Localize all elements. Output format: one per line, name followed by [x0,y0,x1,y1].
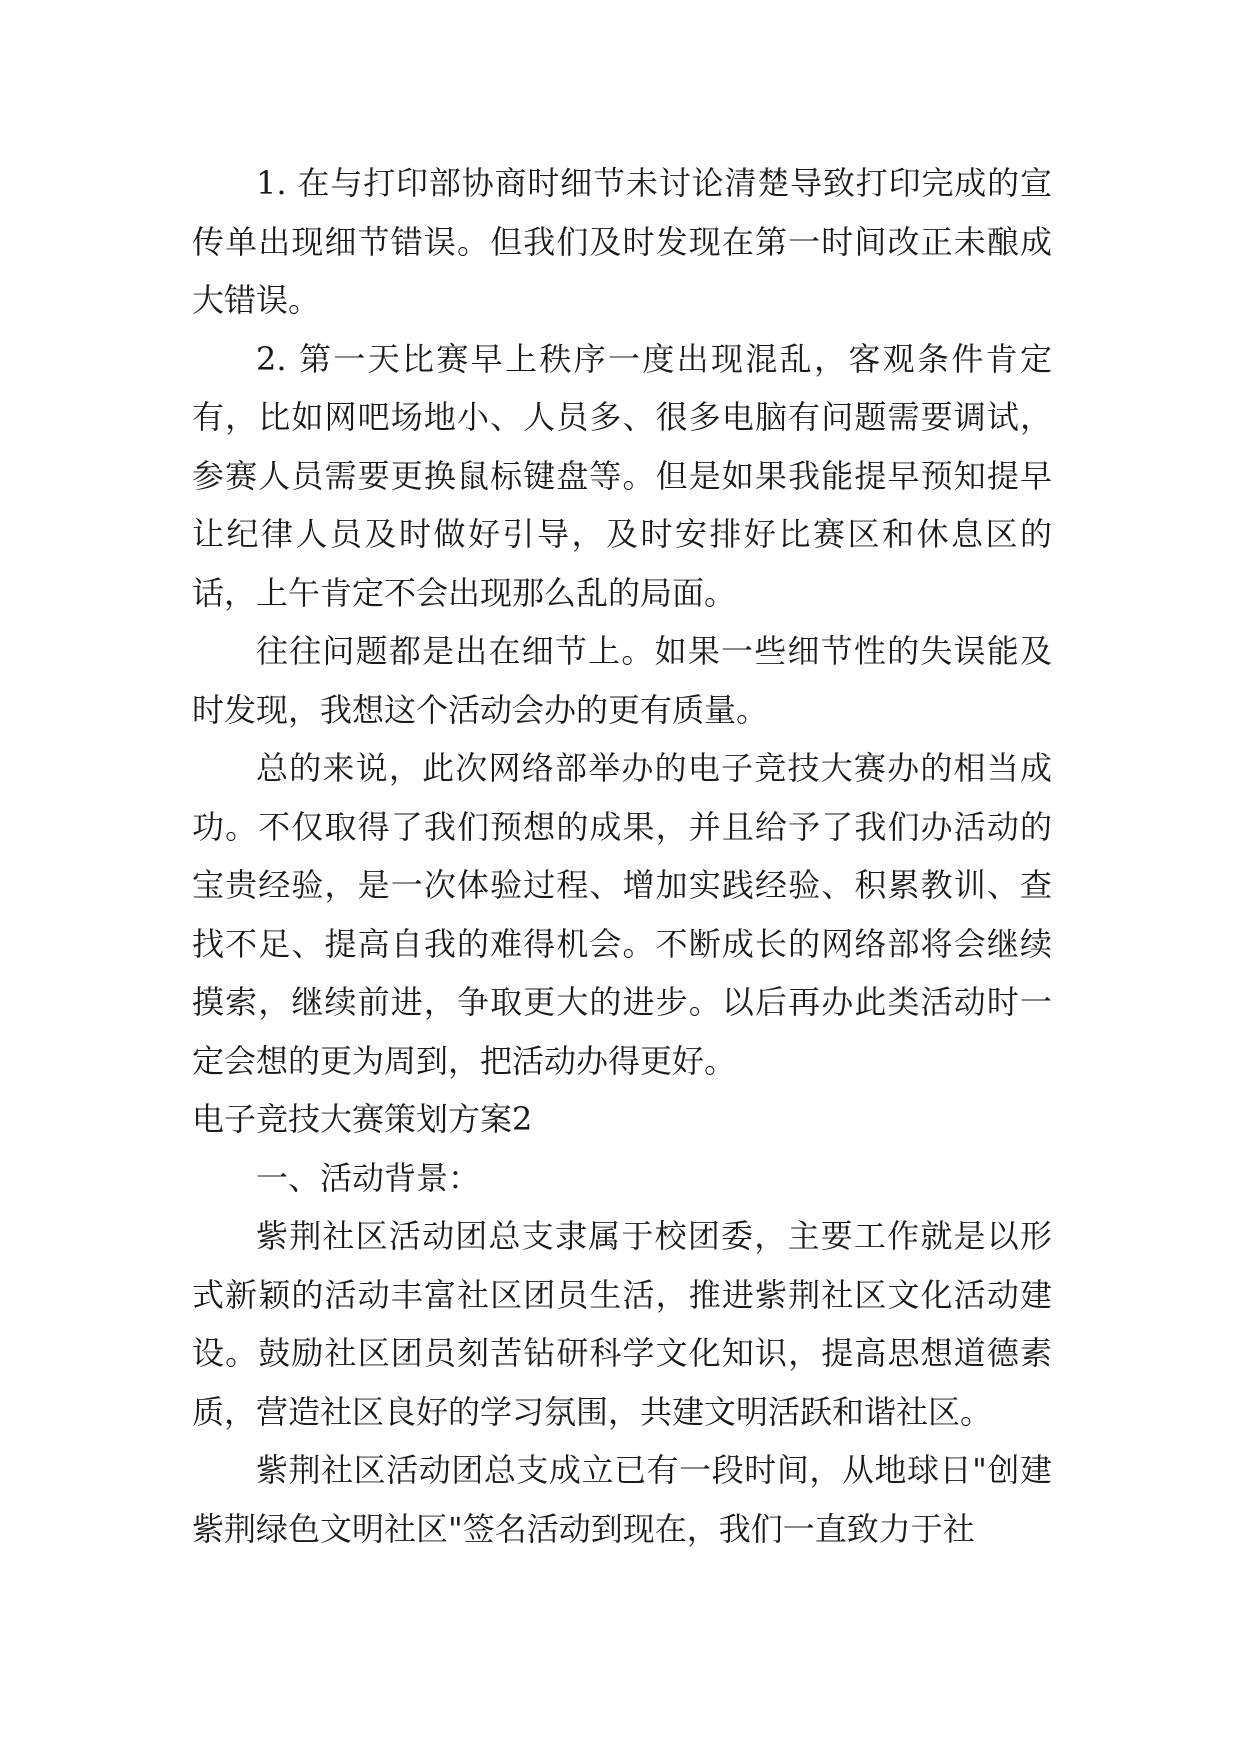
section-title: 电子竞技大赛策划方案2 [192,1100,533,1138]
paragraph-2: 2. 第一天比赛早上秩序一度出现混乱，客观条件肯定有，比如网吧场地小、人员多、很多电脑有问题需要调试，参赛人员需要更换鼠标键盘等。但是如果我能提早预知提早让纪律人员及时做好引导，及时安排好比赛区和休息区的话，上午肯定不会出现那么乱的局面。 [192,339,1052,612]
section-subheading: 一、活动背景： [256,1158,481,1197]
section-paragraph-2: 紫荆社区活动团总支成立已有一段时间，从地球日"创建紫荆绿色文明社区"签名活动到现在，我们一直致力于社 [192,1451,1052,1548]
document-page [192,154,1052,1558]
section-paragraph-1: 紫荆社区活动团总支隶属于校团委，主要工作就是以形式新颖的活动丰富社区团员生活，推进紫荆社区文化活动建设。鼓励社区团员刻苦钻研科学文化知识，提高思想道德素质，营造社区良好的学习氛围，共建文明活跃和谐社区。 [192,1217,1052,1431]
paragraph-1: 1. 在与打印部协商时细节未讨论清楚导致打印完成的宣传单出现细节错误。但我们及时发现在第一时间改正未酿成大错误。 [192,164,1052,319]
paragraph-3: 往往问题都是出在细节上。如果一些细节性的失误能及时发现，我想这个活动会办的更有质量。 [192,632,1052,729]
paragraph-4: 总的来说，此次网络部举办的电子竞技大赛办的相当成功。不仅取得了我们预想的成果，并且给予了我们办活动的宝贵经验，是一次体验过程、增加实践经验、积累教训、查找不足、提高自我的难得机会。不断成长的网络部将会继续摸索，继续前进，争取更大的进步。以后再办此类活动时一定会想的更为周到，把活动办得更好。 [192,749,1052,1080]
